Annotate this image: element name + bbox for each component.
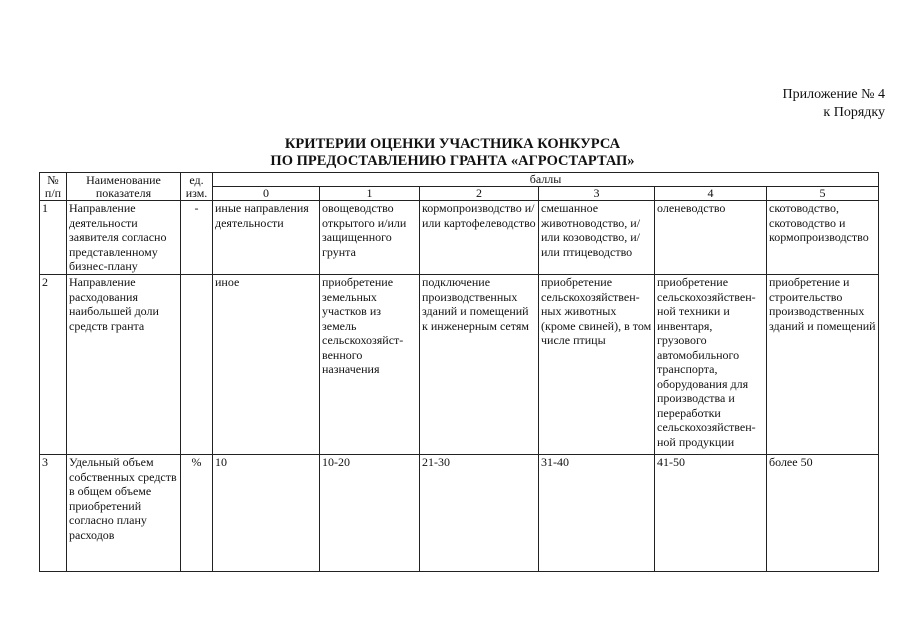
row-cell-score-5: более 50 [767, 455, 879, 572]
header-score-2: 2 [420, 187, 539, 201]
header-score-4: 4 [655, 187, 767, 201]
header-score-3: 3 [539, 187, 655, 201]
title-line-2: ПО ПРЕДОСТАВЛЕНИЮ ГРАНТА «АГРОСТАРТАП» [270, 153, 635, 169]
row-indicator-name: Удельный объем собственных средств в общем объеме приобретений согласно плану расходов [67, 455, 181, 572]
row-cell-score-3: приобретение сельскохозяйствен-ных животных (кроме свиней), в том числе птицы [539, 275, 655, 455]
row-indicator-name: Направление деятельности заявителя согласно представленному бизнес-плану [67, 201, 181, 275]
row-cell-score-2: 21-30 [420, 455, 539, 572]
row-cell-score-0: иные направления деятельности [213, 201, 320, 275]
header-number: № п/п [40, 173, 67, 201]
row-cell-score-3: смешанное животноводство, и/или козоводство, и/или птицеводство [539, 201, 655, 275]
row-cell-score-0: 10 [213, 455, 320, 572]
row-cell-score-2: кормопроизводство и/или картофелеводство [420, 201, 539, 275]
table-row [40, 455, 879, 572]
row-cell-score-0: иное [213, 275, 320, 455]
row-unit: % [181, 455, 213, 572]
table-row [40, 201, 879, 275]
row-cell-score-1: приобретение земельных участков из земель сельскохозяйст-венного назначения [320, 275, 420, 455]
header-unit: ед. изм. [181, 173, 213, 201]
table-header-row [40, 173, 879, 187]
appendix-note [783, 86, 886, 122]
header-points: баллы [213, 173, 879, 187]
row-cell-score-5: скотоводство, скотоводство и кормопроизводство [767, 201, 879, 275]
criteria-table [39, 172, 879, 572]
row-number: 3 [40, 455, 67, 572]
row-unit [181, 275, 213, 455]
table-row [40, 275, 879, 455]
row-cell-score-1: овощеводство открытого и/или защищенного грунта [320, 201, 420, 275]
row-cell-score-4: 41-50 [655, 455, 767, 572]
appendix-reference: к Порядку [823, 105, 885, 120]
row-cell-score-4: оленеводство [655, 201, 767, 275]
row-cell-score-2: подключение производственных зданий и помещений к инженерным сетям [420, 275, 539, 455]
header-indicator-name: Наименование показателя [67, 173, 181, 201]
row-cell-score-1: 10-20 [320, 455, 420, 572]
row-unit: - [181, 201, 213, 275]
row-cell-score-5: приобретение и строительство производственных зданий и помещений [767, 275, 879, 455]
row-cell-score-4: приобретение сельскохозяйствен-ной техники и инвентаря, грузового автомобильного транспорта, оборудования для производства и переработки сельскохозяйствен-ной продукции [655, 275, 767, 455]
header-score-1: 1 [320, 187, 420, 201]
title-line-1: КРИТЕРИИ ОЦЕНКИ УЧАСТНИКА КОНКУРСА [284, 136, 621, 152]
row-cell-score-3: 31-40 [539, 455, 655, 572]
header-score-5: 5 [767, 187, 879, 201]
document-title [0, 136, 905, 170]
row-indicator-name: Направление расходования наибольшей доли средств гранта [67, 275, 181, 455]
header-score-0: 0 [213, 187, 320, 201]
row-number: 2 [40, 275, 67, 455]
row-number: 1 [40, 201, 67, 275]
appendix-number: Приложение № 4 [782, 87, 885, 102]
